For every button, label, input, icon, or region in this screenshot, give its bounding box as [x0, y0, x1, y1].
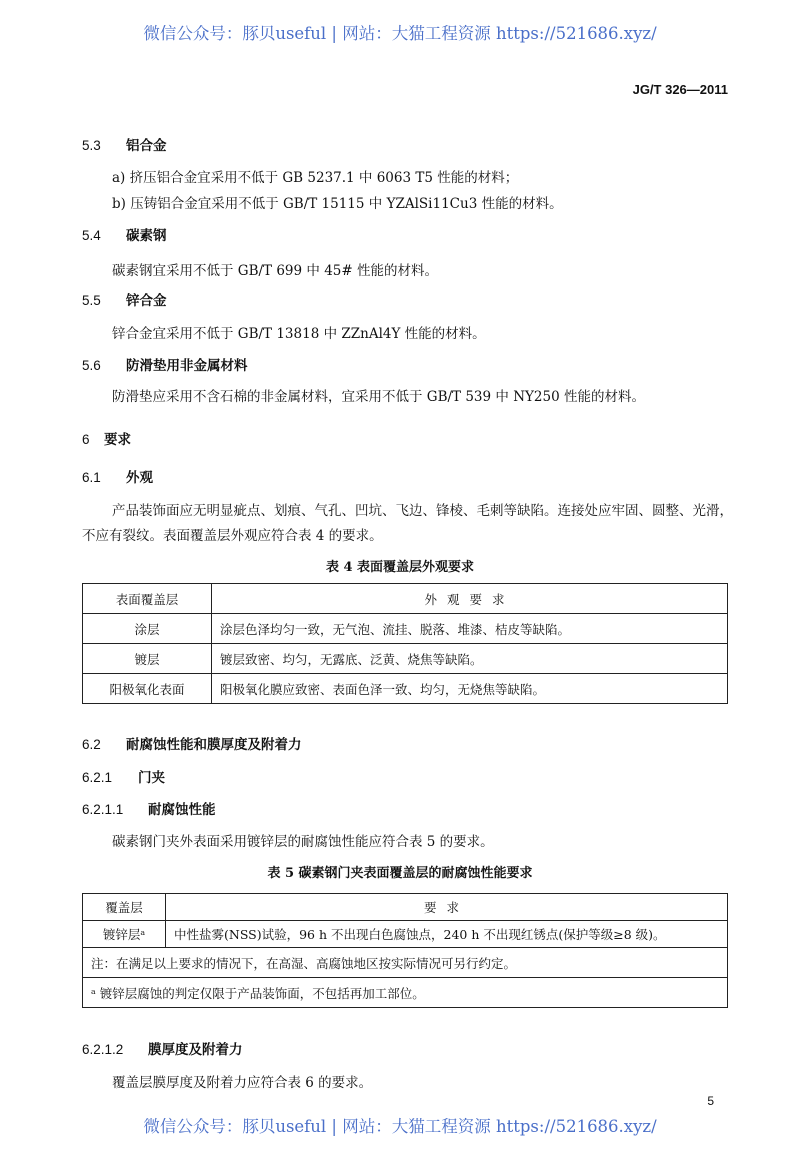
section-6-2-1-1-text: 碳素钢门夹外表面采用镀锌层的耐腐蚀性能应符合表 5 的要求。	[112, 834, 494, 850]
section-5-6-text: 防滑垫应采用不含石棉的非金属材料，宜采用不低于 GB/T 539 中 NY250 性能的材料。	[112, 389, 645, 405]
header-watermark: 微信公众号：豚贝useful | 网站：大猫工程资源 https://521686.xyz/	[143, 24, 657, 43]
section-number: 6.2.1	[82, 770, 113, 785]
table-cell: 镀层致密、均匀，无露底、泛黄、烧焦等缺陷。	[212, 644, 728, 674]
table-footnote-row	[83, 978, 728, 1008]
section-number: 6.2	[82, 737, 101, 752]
section-title: 碳素钢	[126, 228, 167, 244]
section-title: 铝合金	[126, 138, 167, 154]
table-row	[83, 921, 728, 948]
table-note: 注：在满足以上要求的情况下，在高湿、高腐蚀地区按实际情况可另行约定。	[83, 948, 728, 978]
table-header-row	[83, 584, 728, 614]
table-4	[82, 583, 728, 704]
section-title: 耐腐蚀性能	[148, 802, 216, 818]
table-header-cell: 要求	[166, 894, 728, 921]
table-cell: 镀层	[83, 644, 212, 674]
section-6-2-1-heading	[82, 766, 165, 786]
section-5-4-heading	[82, 224, 167, 244]
document-id: JG/T 326—2011	[632, 82, 728, 97]
table-cell: 镀锌层ᵃ	[83, 921, 166, 948]
section-title: 耐腐蚀性能和膜厚度及附着力	[126, 737, 302, 753]
section-5-4-text: 碳素钢宜采用不低于 GB/T 699 中 45# 性能的材料。	[112, 263, 438, 279]
table-cell: 阳极氧化表面	[83, 674, 212, 704]
section-5-6-heading	[82, 354, 248, 374]
section-6-2-1-2-heading	[82, 1038, 243, 1058]
section-6-2-heading	[82, 733, 302, 753]
section-title: 膜厚度及附着力	[148, 1042, 243, 1058]
list-item-a: a) 挤压铝合金宜采用不低于 GB 5237.1 中 6063 T5 性能的材料；	[112, 170, 519, 186]
list-item-b: b) 压铸铝合金宜采用不低于 GB/T 15115 中 YZAlSi11Cu3 性能的材料。	[112, 196, 563, 212]
table-header-row	[83, 894, 728, 921]
section-6-1-heading	[82, 466, 153, 486]
table-header-cell: 覆盖层	[83, 894, 166, 921]
section-6-heading	[82, 428, 131, 448]
table-row	[83, 644, 728, 674]
footer-watermark: 微信公众号：豚贝useful | 网站：大猫工程资源 https://521686.xyz/	[143, 1117, 657, 1136]
section-6-1-line1: 产品装饰面应无明显疵点、划痕、气孔、凹坑、飞边、锋棱、毛刺等缺陷。连接处应牢固、圆整、光滑，	[112, 503, 733, 519]
section-number: 5.6	[82, 358, 101, 373]
table-5	[82, 893, 728, 1008]
section-5-5-text: 锌合金宜采用不低于 GB/T 13818 中 ZZnAl4Y 性能的材料。	[112, 326, 486, 342]
section-number: 5.5	[82, 293, 101, 308]
table-5-caption: 表 5 碳素钢门夹表面覆盖层的耐腐蚀性能要求	[267, 866, 533, 881]
section-6-1-line2: 不应有裂纹。表面覆盖层外观应符合表 4 的要求。	[82, 528, 383, 544]
table-row	[83, 614, 728, 644]
section-title: 防滑垫用非金属材料	[126, 358, 248, 374]
section-number: 5.4	[82, 228, 101, 243]
section-number: 6	[82, 432, 90, 447]
section-title: 外观	[126, 470, 153, 486]
table-cell: 中性盐雾(NSS)试验，96 h 不出现白色腐蚀点，240 h 不出现红锈点(保护等级≥8 级)。	[166, 921, 728, 948]
section-title: 门夹	[138, 770, 165, 786]
section-number: 6.2.1.1	[82, 802, 124, 817]
section-5-3-heading	[82, 134, 167, 154]
table-row	[83, 674, 728, 704]
section-title: 要求	[104, 432, 131, 448]
section-number: 6.2.1.2	[82, 1042, 124, 1057]
section-number: 5.3	[82, 138, 101, 153]
section-6-2-1-2-text: 覆盖层膜厚度及附着力应符合表 6 的要求。	[112, 1075, 373, 1091]
section-number: 6.1	[82, 470, 101, 485]
table-cell: 涂层色泽均匀一致，无气泡、流挂、脱落、堆漆、桔皮等缺陷。	[212, 614, 728, 644]
section-5-5-heading	[82, 289, 167, 309]
table-note-row	[83, 948, 728, 978]
table-header-cell: 表面覆盖层	[83, 584, 212, 614]
page-number: 5	[707, 1094, 714, 1108]
section-6-2-1-1-heading	[82, 798, 216, 818]
table-4-caption: 表 4 表面覆盖层外观要求	[325, 560, 475, 575]
table-footnote: ᵃ 镀锌层腐蚀的判定仅限于产品装饰面，不包括再加工部位。	[83, 978, 728, 1008]
table-header-cell: 外观要求	[212, 584, 728, 614]
table-cell: 阳极氧化膜应致密、表面色泽一致、均匀，无烧焦等缺陷。	[212, 674, 728, 704]
section-title: 锌合金	[126, 293, 167, 309]
table-cell: 涂层	[83, 614, 212, 644]
